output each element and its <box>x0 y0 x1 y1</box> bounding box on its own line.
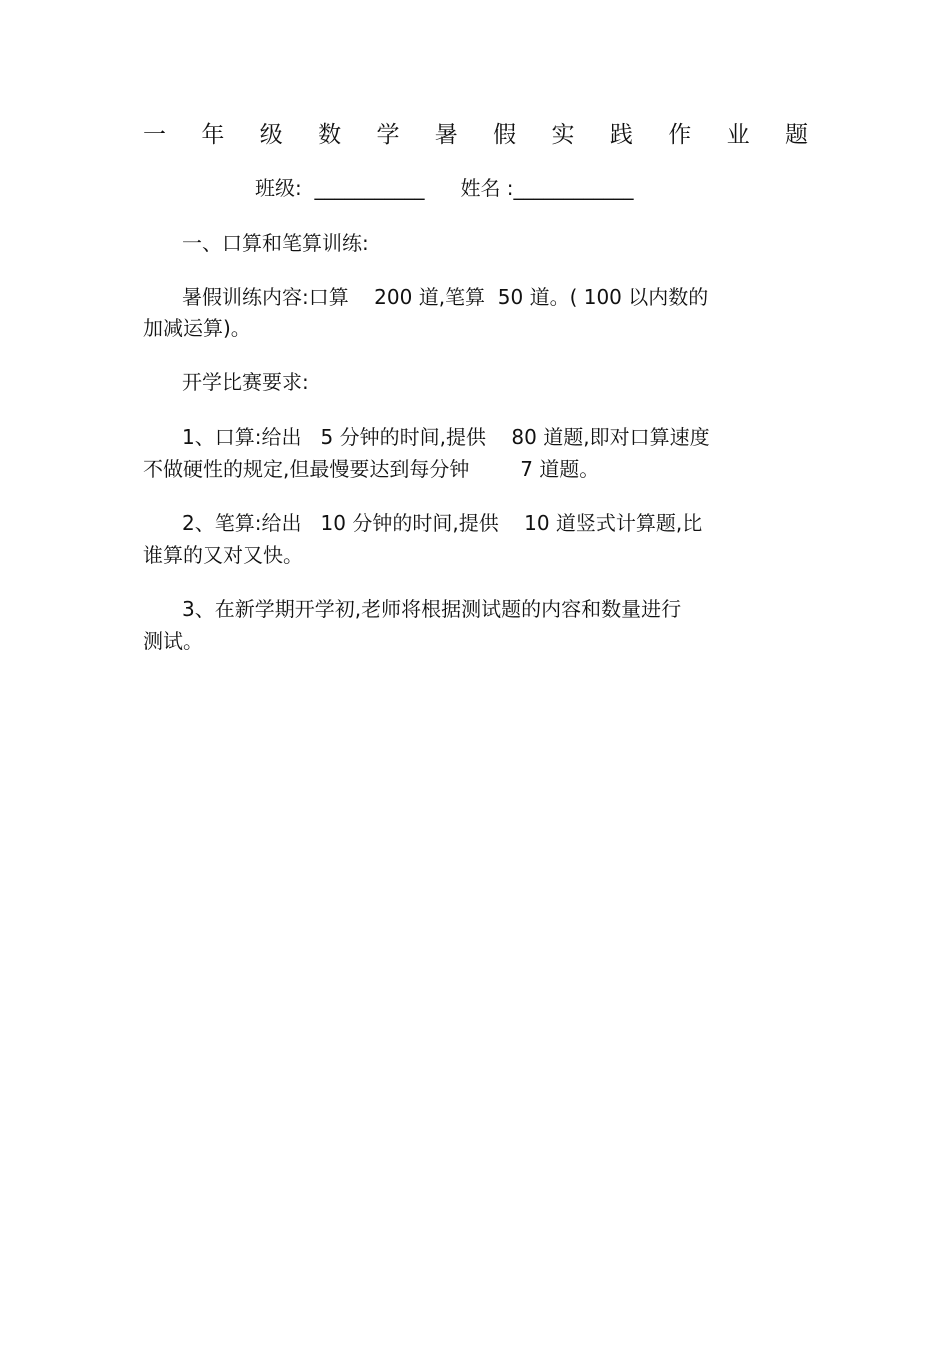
requirement-3-line-2: 测试。 <box>143 629 203 653</box>
title-char: 学 <box>376 122 400 148</box>
competition-heading: 开学比赛要求: <box>182 370 309 394</box>
title-char: 数 <box>318 122 342 148</box>
title-char: 暑 <box>434 122 458 148</box>
requirement-1-line-1: 1、口算:给出 5 分钟的时间,提供 80 道题,即对口算速度 <box>182 425 710 449</box>
student-info-row <box>255 174 634 202</box>
name-field: 姓名 :____________ <box>460 176 634 200</box>
requirement-1-line-2: 不做硬性的规定,但最慢要达到每分钟 7 道题。 <box>143 457 600 481</box>
title-char: 题 <box>784 122 808 148</box>
class-field: 班级: ___________ <box>255 176 425 200</box>
title-char: 年 <box>201 122 225 148</box>
training-content-line-1: 暑假训练内容:口算 200 道,笔算 50 道。( 100 以内数的 <box>182 285 709 309</box>
title-char: 业 <box>726 122 750 148</box>
title-char: 实 <box>551 122 575 148</box>
requirement-2-line-1: 2、笔算:给出 10 分钟的时间,提供 10 道竖式计算题,比 <box>182 511 703 535</box>
title-char: 一 <box>143 122 166 148</box>
document-title <box>143 120 808 150</box>
requirement-2-line-2: 谁算的又对又快。 <box>143 543 303 567</box>
title-char: 作 <box>668 122 692 148</box>
title-char: 级 <box>259 122 283 148</box>
training-content-line-2: 加减运算)。 <box>143 316 251 340</box>
section-heading: 一、口算和笔算训练: <box>182 231 369 255</box>
title-char: 践 <box>609 122 633 148</box>
requirement-3-line-1: 3、在新学期开学初,老师将根据测试题的内容和数量进行 <box>182 597 682 621</box>
title-char: 假 <box>493 122 517 148</box>
